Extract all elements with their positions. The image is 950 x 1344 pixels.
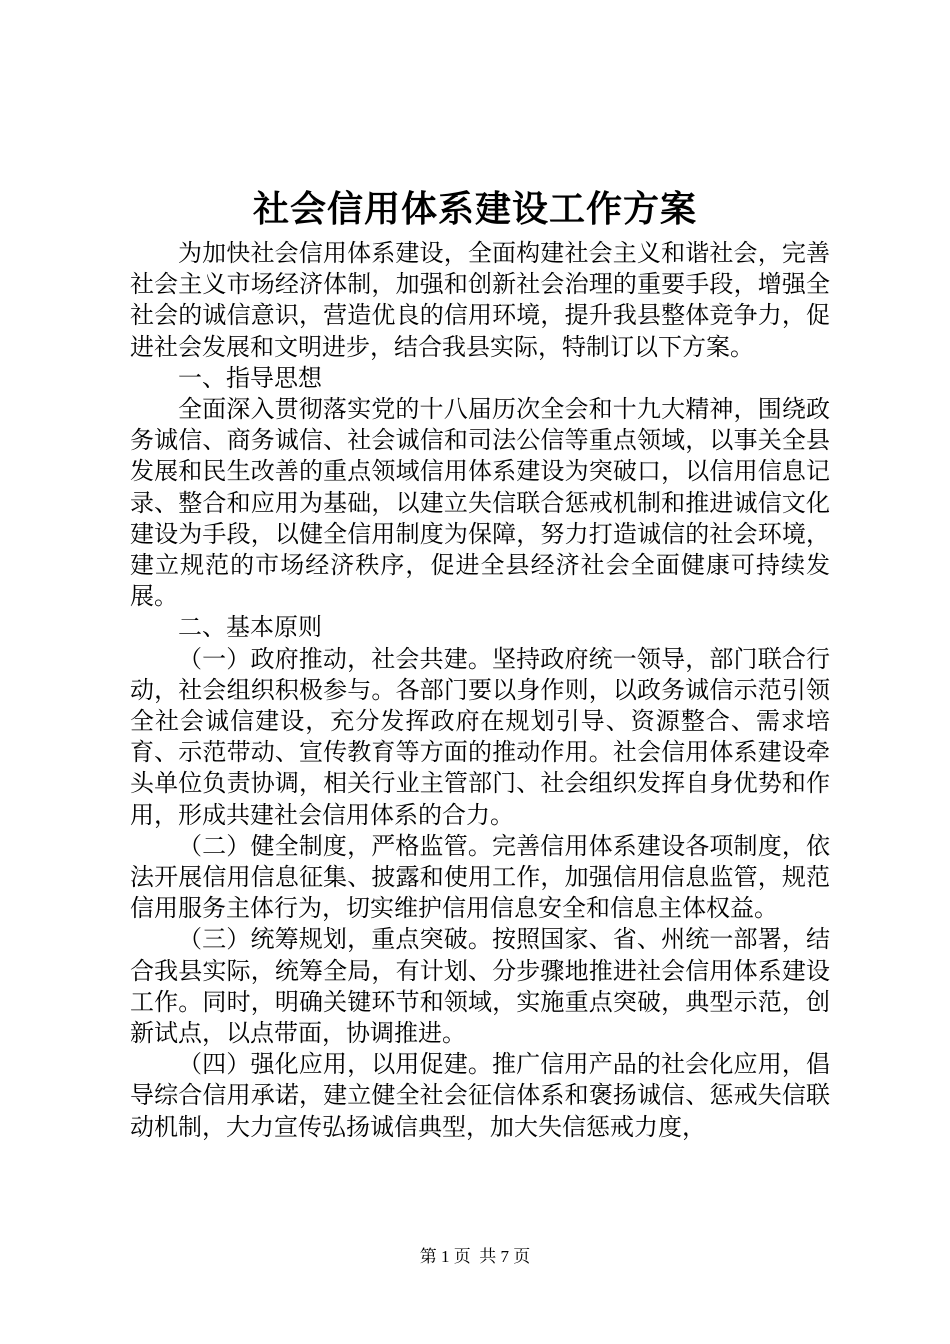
page-footer: 第 1 页 共 7 页	[419, 1247, 531, 1266]
paragraph-guiding-thought: 全面深入贯彻落实党的十八届历次全会和十九大精神，围绕政务诚信、商务诚信、社会诚信和司法公信等重点领域，以事关全县发展和民生改善的重点领域信用体系建设为突破口，以信用信息记录、整合和应用为基础，以建立失信联合惩戒机制和推进诚信文化建设为手段，以健全信用制度为保障，努力打造诚信的社会环境，建立规范的市场经济秩序，促进全县经济社会全面健康可持续发展。	[130, 395, 830, 611]
paragraph-intro: 为加快社会信用体系建设，全面构建社会主义和谐社会，完善社会主义市场经济体制，加强和创新社会治理的重要手段，增强全社会的诚信意识，营造优良的信用环境，提升我县整体竞争力，促进社会发展和文明进步，结合我县实际，特制订以下方案。	[130, 239, 830, 361]
paragraph-principle-4: （四）强化应用，以用促建。推广信用产品的社会化应用，倡导综合信用承诺，建立健全社会征信体系和褒扬诚信、惩戒失信联动机制，大力宣传弘扬诚信典型，加大失信惩戒力度，	[130, 1050, 830, 1141]
paragraph-principle-2: （二）健全制度，严格监管。完善信用体系建设各项制度，依法开展信用信息征集、披露和使用工作，加强信用信息监管，规范信用服务主体行为，切实维护信用信息安全和信息主体权益。	[130, 831, 830, 923]
section-heading-basic-principles: 二、基本原则	[178, 613, 322, 642]
paragraph-principle-1: （一）政府推动，社会共建。坚持政府统一领导，部门联合行动，社会组织积极参与。各部门要以身作则，以政务诚信示范引领全社会诚信建设，充分发挥政府在规划引导、资源整合、需求培育、示范带动、宣传教育等方面的推动作用。社会信用体系建设牵头单位负责协调，相关行业主管部门、社会组织发挥自身优势和作用，形成共建社会信用体系的合力。	[130, 644, 830, 829]
section-heading-guiding-thought: 一、指导思想	[178, 363, 322, 392]
document-title: 社会信用体系建设工作方案	[252, 188, 697, 230]
document-body	[130, 238, 830, 1143]
paragraph-principle-3: （三）统筹规划，重点突破。按照国家、省、州统一部署，结合我县实际，统筹全局，有计划、分步骤地推进社会信用体系建设工作。同时，明确关键环节和领域，实施重点突破，典型示范，创新试点，以点带面，协调推进。	[130, 925, 830, 1048]
